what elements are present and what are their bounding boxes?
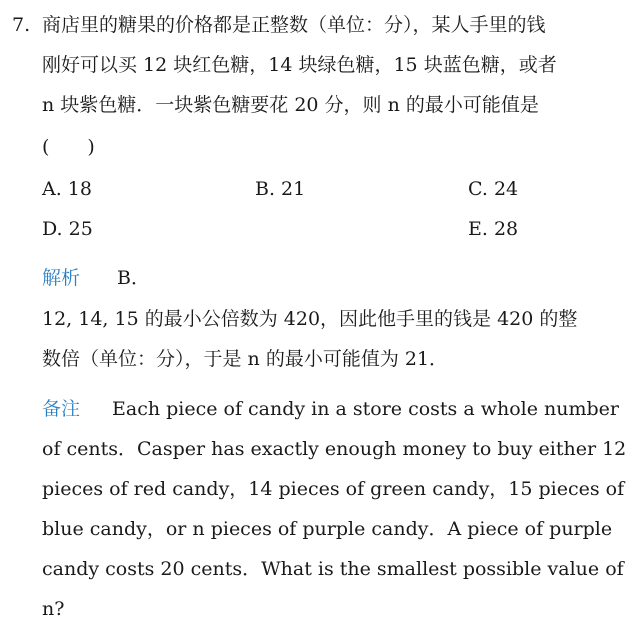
analysis-answer: B． — [117, 267, 150, 289]
analysis-line-1: 12, 14, 15 的最小公倍数为 420，因此他手里的钱是 420 的整 — [42, 308, 578, 330]
analysis-line-2: 数倍（单位：分），于是 n 的最小可能值为 21． — [42, 348, 449, 370]
analysis-label: 解析 — [42, 267, 81, 289]
option-c: C. 24 — [468, 178, 519, 200]
question-line-4: ( ) — [42, 136, 95, 158]
note-line-4: blue candy，or n pieces of purple candy．A piece of purple — [42, 518, 613, 540]
note-line-5: candy costs 20 cents．What is the smallest possible value of — [42, 558, 624, 580]
question-number: 7. — [12, 14, 31, 36]
option-e: E. 28 — [468, 218, 519, 240]
question-line-1: 商店里的糖果的价格都是正整数（单位：分），某人手里的钱 — [42, 14, 546, 36]
option-a: A. 18 — [42, 178, 92, 200]
note-line-3: pieces of red candy，14 pieces of green candy，15 pieces of — [42, 478, 625, 500]
question-line-2: 刚好可以买 12 块红色糖，14 块绿色糖，15 块蓝色糖，或者 — [42, 54, 557, 76]
note-line-1: Each piece of candy in a store costs a whole number — [112, 398, 619, 420]
option-b: B. 21 — [255, 178, 306, 200]
note-line-6: n? — [42, 598, 65, 620]
note-line-2: of cents．Casper has exactly enough money to buy either 12 — [42, 438, 627, 460]
option-d: D. 25 — [42, 218, 93, 240]
note-label: 备注 — [42, 398, 81, 420]
question-line-3: n 块紫色糖．一块紫色糖要花 20 分，则 n 的最小可能值是 — [42, 94, 539, 116]
